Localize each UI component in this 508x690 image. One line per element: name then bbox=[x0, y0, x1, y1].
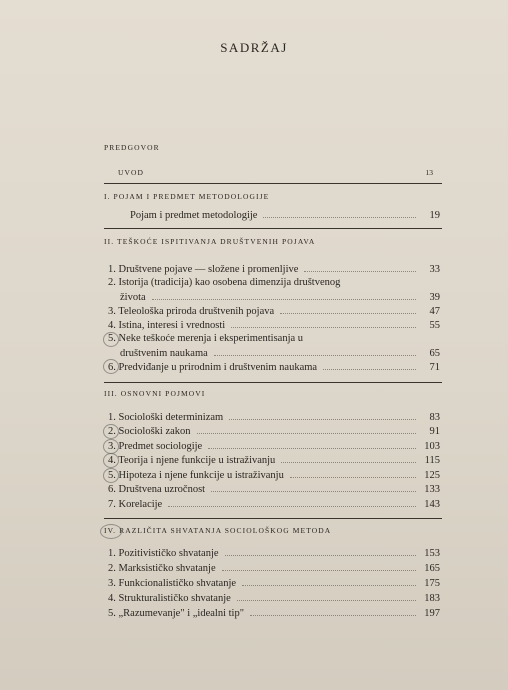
leader-dots bbox=[229, 410, 416, 420]
toc-entry-page: 183 bbox=[424, 593, 440, 604]
leader-dots bbox=[231, 318, 416, 328]
toc-entry-page: 197 bbox=[424, 608, 440, 619]
leader-dots bbox=[237, 591, 416, 601]
pencil-circle-mark bbox=[103, 424, 119, 439]
leader-dots bbox=[263, 208, 416, 218]
toc-entry bbox=[108, 453, 440, 467]
divider bbox=[104, 228, 442, 229]
pencil-circle-mark bbox=[103, 468, 119, 483]
toc-entry-text: 5. „Razumevanje" i „idealni tip" bbox=[108, 608, 244, 619]
predgovor-heading: PREDGOVOR bbox=[104, 143, 160, 152]
toc-entry-page: 83 bbox=[429, 412, 440, 423]
toc-entry-text: života bbox=[120, 292, 146, 303]
toc-entry-text: 3. Teleološka priroda društvenih pojava bbox=[108, 306, 275, 317]
toc-entry-page: 19 bbox=[429, 210, 440, 221]
toc-entry bbox=[108, 561, 440, 575]
leader-dots bbox=[304, 262, 416, 272]
part3-heading: III. OSNOVNI POJMOVI bbox=[104, 389, 206, 398]
pencil-circle-mark bbox=[103, 332, 119, 347]
toc-entry-text: 1. Sociološki determinizam bbox=[108, 412, 224, 423]
toc-entry-text: 3. Funkcionalističko shvatanje bbox=[108, 578, 237, 589]
toc-entry bbox=[108, 410, 440, 424]
leader-dots bbox=[208, 439, 416, 449]
leader-dots bbox=[242, 576, 416, 586]
toc-entry-page: 39 bbox=[429, 292, 440, 303]
toc-entry bbox=[108, 304, 440, 318]
leader-dots bbox=[280, 304, 416, 314]
toc-entry-text: 4. Strukturalističko shvatanje bbox=[108, 593, 231, 604]
toc-entry bbox=[108, 606, 440, 620]
toc-entry-page: 133 bbox=[424, 484, 440, 495]
pencil-circle-mark bbox=[103, 453, 119, 468]
toc-entry bbox=[108, 482, 440, 496]
toc-entry bbox=[108, 318, 440, 332]
toc-entry bbox=[108, 332, 440, 346]
leader-dots bbox=[225, 546, 416, 556]
toc-entry bbox=[108, 468, 440, 482]
toc-entry-page: 47 bbox=[429, 306, 440, 317]
leader-dots bbox=[214, 346, 416, 356]
part4-heading: IV. RAZLIČITA SHVATANJA SOCIOLOŠKOG METODA bbox=[104, 526, 332, 535]
toc-entry-text: 6. Društvena uzročnost bbox=[108, 484, 206, 495]
toc-entry bbox=[108, 439, 440, 453]
toc-entry-page: 103 bbox=[424, 441, 440, 452]
toc-entry-page: 175 bbox=[424, 578, 440, 589]
toc-entry-page: 55 bbox=[429, 320, 440, 331]
leader-dots bbox=[222, 561, 416, 571]
toc-entry-page: 115 bbox=[424, 455, 440, 466]
toc-entry-page: 91 bbox=[429, 426, 440, 437]
divider bbox=[104, 382, 442, 383]
toc-entry bbox=[108, 360, 440, 374]
toc-entry bbox=[120, 290, 440, 304]
pencil-circle-mark bbox=[103, 439, 119, 454]
toc-entry-text: 4. Teorija i njene funkcije u istraživanju bbox=[108, 455, 276, 466]
toc-entry bbox=[130, 208, 440, 222]
toc-entry-text: 3. Predmet sociologije bbox=[108, 441, 203, 452]
toc-entry-page: 153 bbox=[424, 548, 440, 559]
pencil-circle-mark bbox=[103, 359, 119, 374]
toc-entry-text: 1. Društvene pojave — složene i promenljive bbox=[108, 264, 299, 275]
toc-entry-page: 33 bbox=[429, 264, 440, 275]
toc-entry-text: 1. Pozitivističko shvatanje bbox=[108, 548, 219, 559]
leader-dots bbox=[250, 606, 416, 616]
uvod-heading: UVOD bbox=[118, 168, 145, 177]
toc-entry-page: 65 bbox=[429, 348, 440, 359]
toc-entry-text: 7. Korelacije bbox=[108, 499, 163, 510]
toc-entry-page: 125 bbox=[424, 470, 440, 481]
leader-dots bbox=[290, 468, 416, 478]
toc-entry bbox=[120, 346, 440, 360]
part2-heading: II. TEŠKOĆE ISPITIVANJA DRUŠTVENIH POJAVA bbox=[104, 237, 316, 246]
toc-entry-page: 71 bbox=[429, 362, 440, 373]
pencil-circle-mark bbox=[100, 524, 122, 539]
divider bbox=[104, 183, 442, 184]
toc-entry-text: 2. Istorija (tradicija) kao osobena dimenzija društvenog bbox=[108, 277, 341, 288]
part1-heading: I. POJAM I PREDMET METODOLOGIJE bbox=[104, 192, 270, 201]
leader-dots bbox=[152, 290, 416, 300]
toc-entry-page: 165 bbox=[424, 563, 440, 574]
toc-entry-text: društvenim naukama bbox=[120, 348, 208, 359]
leader-dots bbox=[168, 497, 416, 507]
toc-entry-text: Pojam i predmet metodologije bbox=[130, 210, 258, 221]
page-title: SADRŽAJ bbox=[220, 40, 288, 55]
toc-entry-text: 6. Predviđanje u prirodnim i društvenim naukama bbox=[108, 362, 318, 373]
divider bbox=[104, 518, 442, 519]
uvod-page: 13 bbox=[425, 168, 433, 177]
leader-dots bbox=[211, 482, 416, 492]
toc-entry-text: 2. Marksističko shvatanje bbox=[108, 563, 216, 574]
toc-entry bbox=[108, 276, 440, 290]
toc-entry-page: 143 bbox=[424, 499, 440, 510]
leader-dots bbox=[197, 424, 416, 434]
toc-entry-text: 5. Hipoteza i njene funkcije u istraživanju bbox=[108, 470, 284, 481]
toc-entry-text: 2. Sociološki zakon bbox=[108, 426, 191, 437]
leader-dots bbox=[323, 360, 416, 370]
toc-entry bbox=[108, 576, 440, 590]
toc-entry bbox=[108, 497, 440, 511]
toc-entry bbox=[108, 546, 440, 560]
toc-entry-text: 5. Neke teškoće merenja i eksperimentisanja u bbox=[108, 333, 304, 344]
toc-entry-text: 4. Istina, interesi i vrednosti bbox=[108, 320, 226, 331]
toc-entry bbox=[108, 262, 440, 276]
toc-entry bbox=[108, 424, 440, 438]
toc-entry bbox=[108, 591, 440, 605]
leader-dots bbox=[281, 453, 416, 463]
